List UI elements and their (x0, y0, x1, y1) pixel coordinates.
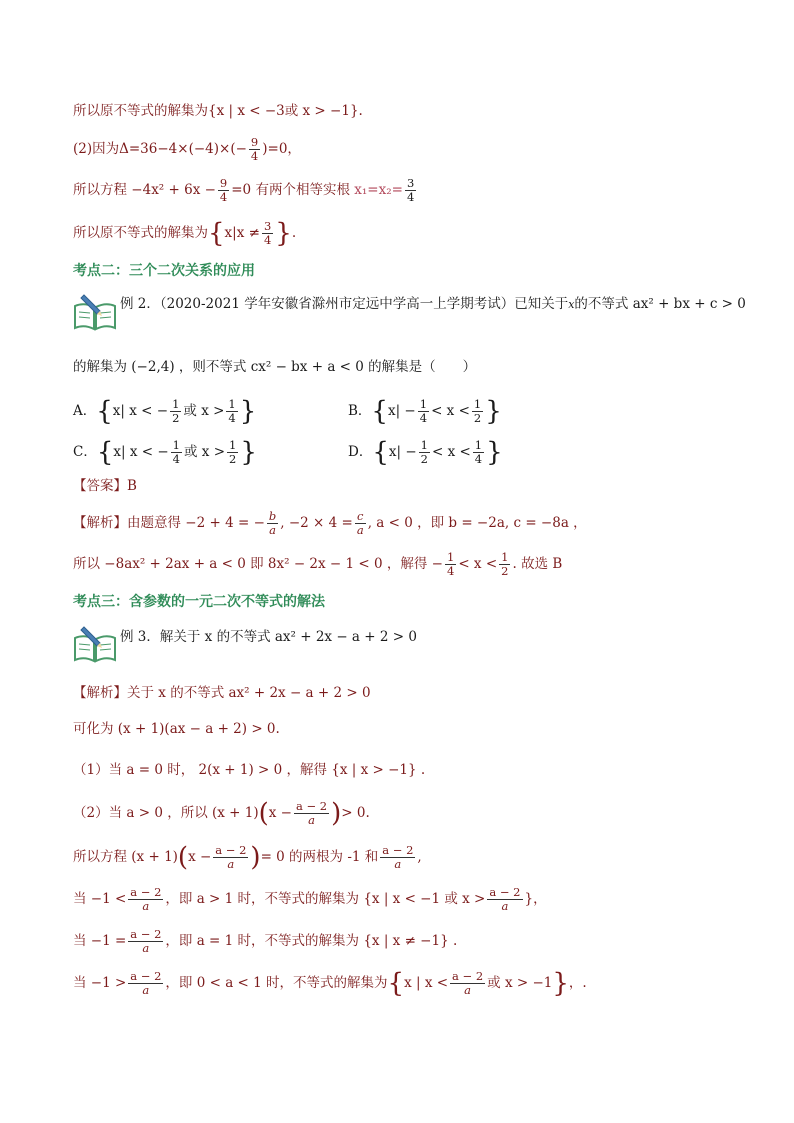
section-heading-3: 考点三：含参数的一元二次不等式的解法 (73, 594, 325, 610)
left-brace: { (208, 218, 225, 249)
option-c-text: x| x < − (113, 444, 169, 460)
roots-text2: = 0 的两根为 -1 和 (260, 849, 379, 865)
frac-num: 1 (419, 397, 428, 411)
right-brace: } (239, 396, 257, 427)
analysis-text: 所以 −8ax² + 2ax + a < 0 即 8x² − 2x − 1 < 0 ，解得 − (73, 556, 443, 572)
left-brace: { (372, 437, 389, 468)
analysis-text: 关于 x 的不等式 ax² + 2x − a + 2 > 0 (127, 685, 371, 701)
roots-x: x − (188, 849, 212, 865)
fraction-1-4 (445, 551, 456, 578)
frac-num: 1 (473, 397, 482, 411)
fraction-a2-a (487, 886, 522, 913)
equation-mid: =0 有两个相等实根 (231, 182, 350, 198)
frac-den: 4 (263, 233, 272, 247)
frac-num: 3 (263, 219, 272, 233)
case-text: 当 −1 < (73, 891, 127, 907)
option-c-label: C． (73, 444, 97, 460)
fraction-3-4b (262, 220, 273, 247)
option-a-label: A． (73, 403, 97, 419)
case-text: 当 −1 = (73, 933, 127, 949)
analysis-label: 【解析】 (73, 685, 127, 701)
fraction-1-4 (418, 398, 429, 425)
option-d[interactable] (348, 439, 503, 466)
case-text2: ，即 a > 1 时，不等式的解集为 {x | x < −1 或 x > (165, 891, 486, 907)
analysis-text2: < x < (458, 556, 498, 572)
fraction-3-4 (405, 177, 416, 204)
solution-set-line-1: 所以原不等式的解集为{x | x < −3或 x > −1}. (73, 103, 363, 119)
set-text: x|x ≠ (224, 225, 260, 241)
fraction-a2-a (294, 800, 329, 827)
frac-den: a (394, 857, 402, 871)
option-c-text2: 或 x > (184, 444, 226, 460)
option-a[interactable] (73, 398, 256, 425)
frac-num: b (268, 509, 277, 523)
frac-den: a (501, 899, 509, 913)
frac-num: 1 (228, 397, 236, 411)
answer-label: 【答案】 (73, 478, 127, 494)
ex3-analysis-line-1 (73, 683, 371, 703)
analysis-text3: , a < 0 ，即 b = −2a, c = −8a ， (367, 515, 587, 531)
root-text: x₁=x₂= (354, 182, 403, 198)
frac-num: 9 (219, 176, 228, 190)
fraction-a2-a (380, 844, 415, 871)
fraction-9-4b (218, 177, 229, 204)
option-d-text: x| − (388, 444, 417, 460)
right-brace: } (486, 437, 503, 468)
frac-den: a (464, 983, 472, 997)
ex2-head-tail: 的不等式 ax² + bx + c > 0 (574, 296, 746, 312)
frac-den: 2 (172, 411, 180, 425)
frac-den: 4 (172, 452, 180, 466)
option-a-text: x| x < − (112, 403, 169, 419)
right-brace: } (240, 437, 257, 468)
left-brace: { (96, 396, 113, 427)
frac-num: a − 2 (489, 885, 521, 899)
right-paren: ) (331, 798, 342, 829)
equation-roots-line (73, 177, 418, 204)
frac-den: 2 (229, 452, 237, 466)
period: . (291, 225, 297, 241)
fraction-b-a (267, 510, 278, 537)
frac-num: a − 2 (130, 927, 162, 941)
frac-den: 4 (474, 452, 483, 466)
case-text: （2）当 a > 0 ，所以 (x + 1) (73, 805, 259, 821)
right-paren: ) (250, 842, 261, 873)
equation-text: 所以方程 −4x² + 6x − (73, 182, 216, 198)
fraction-1-2 (170, 398, 181, 425)
frac-den: a (142, 899, 150, 913)
frac-num: 9 (250, 135, 259, 149)
fraction-a2-a (128, 886, 163, 913)
example-2-question: 的解集为 (−2,4) ，则不等式 cx² − bx + a < 0 的解集是（ ） (73, 359, 477, 375)
ex2-head: 例 2．（2020-2021 学年安徽省滁州市定远中学高一上学期考试）已知关于 (120, 296, 569, 312)
frac-den: a (227, 857, 235, 871)
option-c[interactable] (73, 439, 257, 466)
frac-den: 4 (419, 411, 428, 425)
frac-num: 1 (172, 397, 180, 411)
right-brace: } (552, 968, 569, 999)
fraction-1-2 (499, 551, 510, 578)
roots-text: 所以方程 (x + 1) (73, 849, 178, 865)
option-a-text2: 或 x > (183, 403, 225, 419)
frac-num: a − 2 (130, 969, 162, 983)
frac-num: 1 (420, 438, 428, 452)
analysis-label: 【解析】 (73, 515, 127, 531)
fraction-1-2 (227, 439, 238, 466)
solution-set-line-2 (73, 220, 296, 247)
option-b[interactable] (348, 398, 502, 425)
ex3-case-a-lt-1 (73, 970, 587, 997)
left-brace: { (371, 396, 388, 427)
example-3-header: 例 3．解关于 x 的不等式 ax² + 2x − a + 2 > 0 (120, 629, 417, 645)
ex3-case-a-eq-1 (73, 928, 457, 955)
answer-line (73, 476, 137, 496)
frac-den: a (269, 523, 276, 537)
case-text2: ，即 a = 1 时，不等式的解集为 {x | x ≠ −1} . (165, 933, 458, 949)
frac-num: a − 2 (296, 799, 328, 813)
fraction-1-2 (419, 439, 430, 466)
section-heading-2: 考点二：三个二次关系的应用 (73, 263, 255, 279)
ex3-roots-line (73, 844, 422, 871)
ex3-case-1: （1）当 a = 0 时， 2(x + 1) > 0 ，解得 {x | x > −1} . (73, 762, 426, 778)
fraction-1-4 (171, 439, 182, 466)
discriminant-end: )=0， (262, 141, 301, 157)
fraction-a2-a (128, 970, 163, 997)
option-b-text2: < x < (431, 403, 470, 419)
analysis-text: 由题意得 −2 + 4 = − (127, 515, 265, 531)
frac-num: a − 2 (130, 885, 162, 899)
right-brace: } (485, 396, 502, 427)
analysis-text2: , −2 × 4 = (280, 515, 353, 531)
fraction-a2-a (213, 844, 248, 871)
frac-num: a − 2 (215, 843, 247, 857)
option-b-label: B． (348, 403, 372, 419)
ex2-var: x (568, 298, 575, 311)
ex3-case-2 (73, 800, 370, 827)
case-end: > 0. (341, 805, 370, 821)
frac-num: 1 (229, 438, 237, 452)
solution-text: 所以原不等式的解集为 (73, 225, 208, 241)
frac-den: 4 (219, 190, 228, 204)
frac-num: 1 (447, 550, 455, 564)
left-paren: ( (258, 798, 269, 829)
answer-value: B (127, 478, 137, 494)
fraction-a2-a (128, 928, 163, 955)
discriminant-line (73, 136, 301, 163)
case-text: 当 −1 > (73, 975, 127, 991)
frac-num: a − 2 (382, 843, 414, 857)
frac-den: 4 (250, 149, 259, 163)
discriminant-text: (2)因为Δ=36−4×(−4)×(− (73, 141, 247, 157)
fraction-c-a (355, 510, 366, 537)
fraction-1-2 (472, 398, 483, 425)
left-brace: { (96, 437, 114, 468)
frac-den: a (142, 941, 150, 955)
ex3-line-2: 可化为 (x + 1)(ax − a + 2) > 0. (73, 721, 280, 737)
frac-den: 4 (447, 564, 455, 578)
frac-den: 4 (228, 411, 236, 425)
frac-num: 1 (474, 438, 483, 452)
fraction-9-4 (249, 136, 260, 163)
ex3-case-a-gt-1 (73, 886, 547, 913)
frac-num: 3 (406, 176, 415, 190)
fraction-a2-a (450, 970, 485, 997)
frac-den: 2 (501, 564, 509, 578)
option-d-label: D． (348, 444, 373, 460)
fraction-1-4 (226, 398, 237, 425)
option-b-text: x| − (387, 403, 416, 419)
frac-num: 1 (501, 550, 509, 564)
left-brace: { (387, 968, 405, 999)
case-set: x | x < (404, 975, 449, 991)
frac-den: 2 (420, 452, 428, 466)
frac-num: a − 2 (452, 969, 484, 983)
case-end: }， (524, 891, 547, 907)
frac-num: c (357, 509, 364, 523)
fraction-1-4 (473, 439, 484, 466)
left-paren: ( (177, 842, 189, 873)
roots-end: , (417, 849, 422, 865)
frac-den: a (142, 983, 150, 997)
right-brace: } (275, 218, 292, 249)
frac-den: 2 (473, 411, 482, 425)
book-pencil-icon (72, 624, 118, 664)
case-x: x − (268, 805, 292, 821)
example-2-header (120, 294, 746, 315)
case-text2: ，即 0 < a < 1 时，不等式的解集为 (165, 975, 388, 991)
option-d-text2: < x < (431, 444, 471, 460)
analysis-text3: . 故选 B (512, 556, 563, 572)
frac-den: a (308, 813, 315, 827)
frac-den: a (356, 523, 364, 537)
frac-den: 4 (406, 190, 415, 204)
frac-num: 1 (172, 438, 180, 452)
analysis-line-1 (73, 510, 587, 537)
book-pencil-icon (72, 292, 118, 332)
case-set2: 或 x > −1 (487, 975, 553, 991)
case-end: ，. (568, 975, 587, 991)
analysis-line-2 (73, 551, 562, 578)
